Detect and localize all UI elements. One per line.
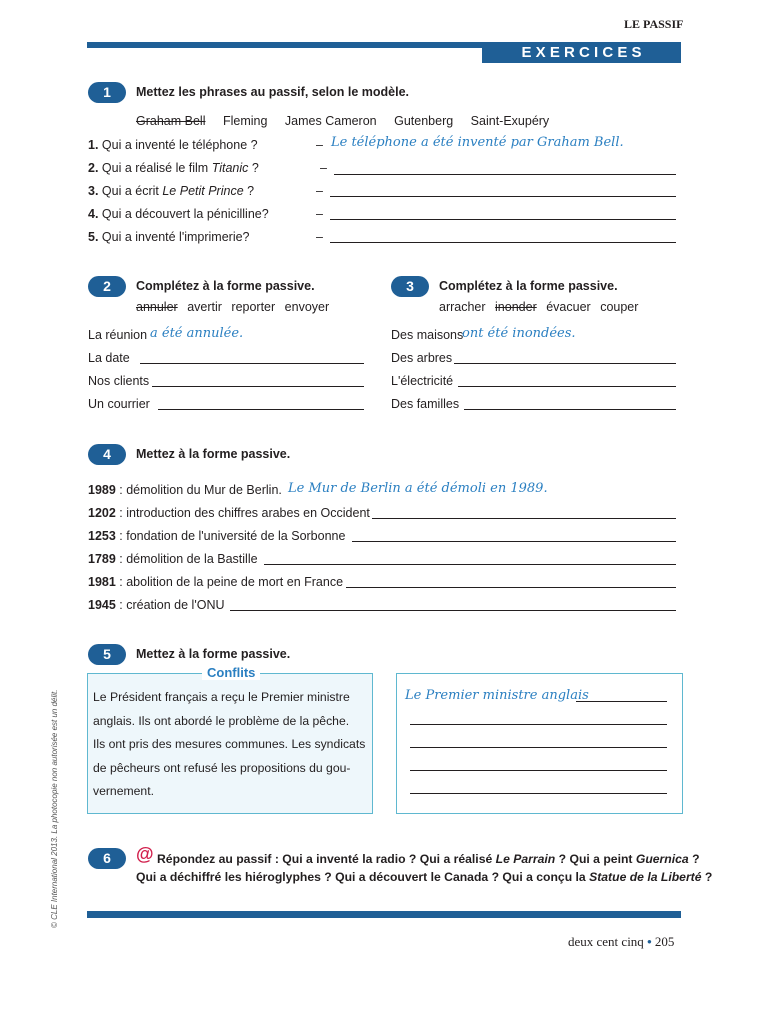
exercise-2-instruction: Complétez à la forme passive. [136,279,315,293]
answer-line[interactable] [334,174,676,175]
exercise-4-badge: 4 [88,444,126,465]
fill-subject: Un courrier [88,397,150,411]
fill-subject: Des familles [391,397,460,411]
exercise-3-instruction: Complétez à la forme passive. [439,279,618,293]
question-row [88,230,250,244]
answer-line[interactable] [346,587,676,588]
example-answer: a été annulée. [150,326,244,341]
name-bank [136,114,549,128]
question-mark: ? [248,161,259,175]
answer-line[interactable] [372,518,676,519]
question-number: 2. [88,161,99,175]
answer-line[interactable] [410,793,667,794]
exercise-6-line-2: Qui a déchiffré les hiéroglyphes ? Qui a découvert le Canada ? Qui a conçu la Statue de la Liberté ? [136,870,713,884]
question-text: Qui a écrit [101,184,163,198]
question-number: 5. [88,230,99,244]
text-line: anglais. Ils ont abordé le problème de la pêche. [93,713,350,728]
verb-bank [136,300,329,314]
dash: – [316,230,323,244]
exercise-4-instruction: Mettez à la forme passive. [136,447,291,461]
exercise-2-badge: 2 [88,276,126,297]
verb-item: évacuer [546,300,591,314]
answer-line[interactable] [330,242,676,243]
question-text: Qui a inventé le téléphone ? [101,138,258,152]
event: : fondation de l'université de la Sorbonne [115,529,346,543]
model-answer: Le Mur de Berlin a été démoli en 1989. [288,481,548,496]
copyright-notice: © CLE International 2013. La photocopie non autorisée est un délit. [50,689,59,928]
name-item: James Cameron [284,114,377,128]
section-banner: E X E R C I C E S [482,42,681,63]
answer-line[interactable] [330,196,676,197]
event: : création de l'ONU [115,598,225,612]
question-row [88,138,258,152]
year: 1981 [88,575,116,589]
chapter-title: LE PASSIF [624,17,684,31]
dash: – [316,207,323,221]
question-title: Le Petit Prince [162,184,244,198]
dash: – [320,161,327,175]
bullet: • [647,934,652,949]
year: 1989 [88,483,116,497]
history-row [88,552,258,566]
answer-start: Le Premier ministre anglais [405,688,589,703]
example-subject: La réunion [88,328,148,342]
year: 1253 [88,529,116,543]
fill-subject: L'électricité [391,374,454,388]
text-line: Le Président français a reçu le Premier ministre [93,690,350,704]
name-item: Saint-Exupéry [470,114,550,128]
history-row [88,506,370,520]
dash: – [316,138,323,152]
answer-line[interactable] [352,541,676,542]
year: 1945 [88,598,116,612]
verb-item: avertir [187,300,222,314]
page-footer [568,934,674,950]
question-text: Qui a découvert la pénicilline? [101,207,269,221]
verb-item-used: annuler [136,300,178,314]
fill-subject: Des arbres [391,351,453,365]
event: : démolition du Mur de Berlin. [115,483,282,497]
history-row [88,598,225,612]
answer-line[interactable] [410,747,667,748]
exercise-5-badge: 5 [88,644,126,665]
footer-rule [87,911,681,918]
event: : abolition de la peine de mort en France [115,575,344,589]
at-icon: @ [136,844,154,864]
name-item-used: Graham Bell [136,114,206,128]
answer-line[interactable] [158,409,364,410]
answer-line[interactable] [152,386,364,387]
page-number: 205 [654,934,675,949]
exercise-1-badge: 1 [88,82,126,103]
text-line: Ils ont pris des mesures communes. Les syndicats [93,737,366,751]
verb-item: reporter [231,300,276,314]
year: 1789 [88,552,116,566]
question-row [88,161,259,175]
answer-line[interactable] [410,724,667,725]
question-text: Qui a réalisé le film [101,161,212,175]
answer-line[interactable] [576,701,667,702]
exercise-3-badge: 3 [391,276,429,297]
answer-line[interactable] [458,386,676,387]
fill-subject: Nos clients [88,374,150,388]
example-answer: ont été inondées. [462,326,576,341]
page-words: deux cent cinq [568,934,644,949]
dash: – [316,184,323,198]
text-line: vernement. [93,784,154,798]
question-number: 4. [88,207,99,221]
exercise-5-instruction: Mettez à la forme passive. [136,647,291,661]
fill-subject: La date [88,351,130,365]
answer-line[interactable] [410,770,667,771]
question-number: 3. [88,184,99,198]
name-item: Fleming [222,114,268,128]
event: : démolition de la Bastille [115,552,258,566]
source-text [93,686,367,804]
question-text: Qui a inventé l'imprimerie? [101,230,250,244]
event: : introduction des chiffres arabes en Occident [115,506,370,520]
answer-line[interactable] [230,610,676,611]
history-row [88,575,343,589]
year: 1202 [88,506,116,520]
question-number: 1. [88,138,99,152]
name-item: Gutenberg [394,114,454,128]
verb-item-used: inonder [495,300,537,314]
answer-line[interactable] [264,564,676,565]
text-line: de pêcheurs ont refusé les propositions du gou- [93,760,351,775]
answer-line[interactable] [330,219,676,220]
verb-item: couper [600,300,639,314]
history-row [88,529,345,543]
model-answer: Le téléphone a été inventé par Graham Bell. [331,135,624,150]
question-row [88,207,269,221]
box-title: Conflits [202,665,260,680]
verb-bank [439,300,638,314]
verb-item: arracher [439,300,486,314]
question-row [88,184,254,198]
question-title: Titanic [211,161,249,175]
history-row [88,483,282,497]
question-mark: ? [243,184,255,198]
answer-line[interactable] [464,409,676,410]
verb-item: envoyer [284,300,330,314]
answer-line[interactable] [454,363,676,364]
exercise-6-badge: 6 [88,848,126,869]
exercise-6-line-1: Répondez au passif : Qui a inventé la radio ? Qui a réalisé Le Parrain ? Qui a peint Guernica ? [157,852,700,866]
example-subject: Des maisons [391,328,464,342]
answer-line[interactable] [140,363,364,364]
exercise-1-instruction: Mettez les phrases au passif, selon le modèle. [136,85,410,99]
